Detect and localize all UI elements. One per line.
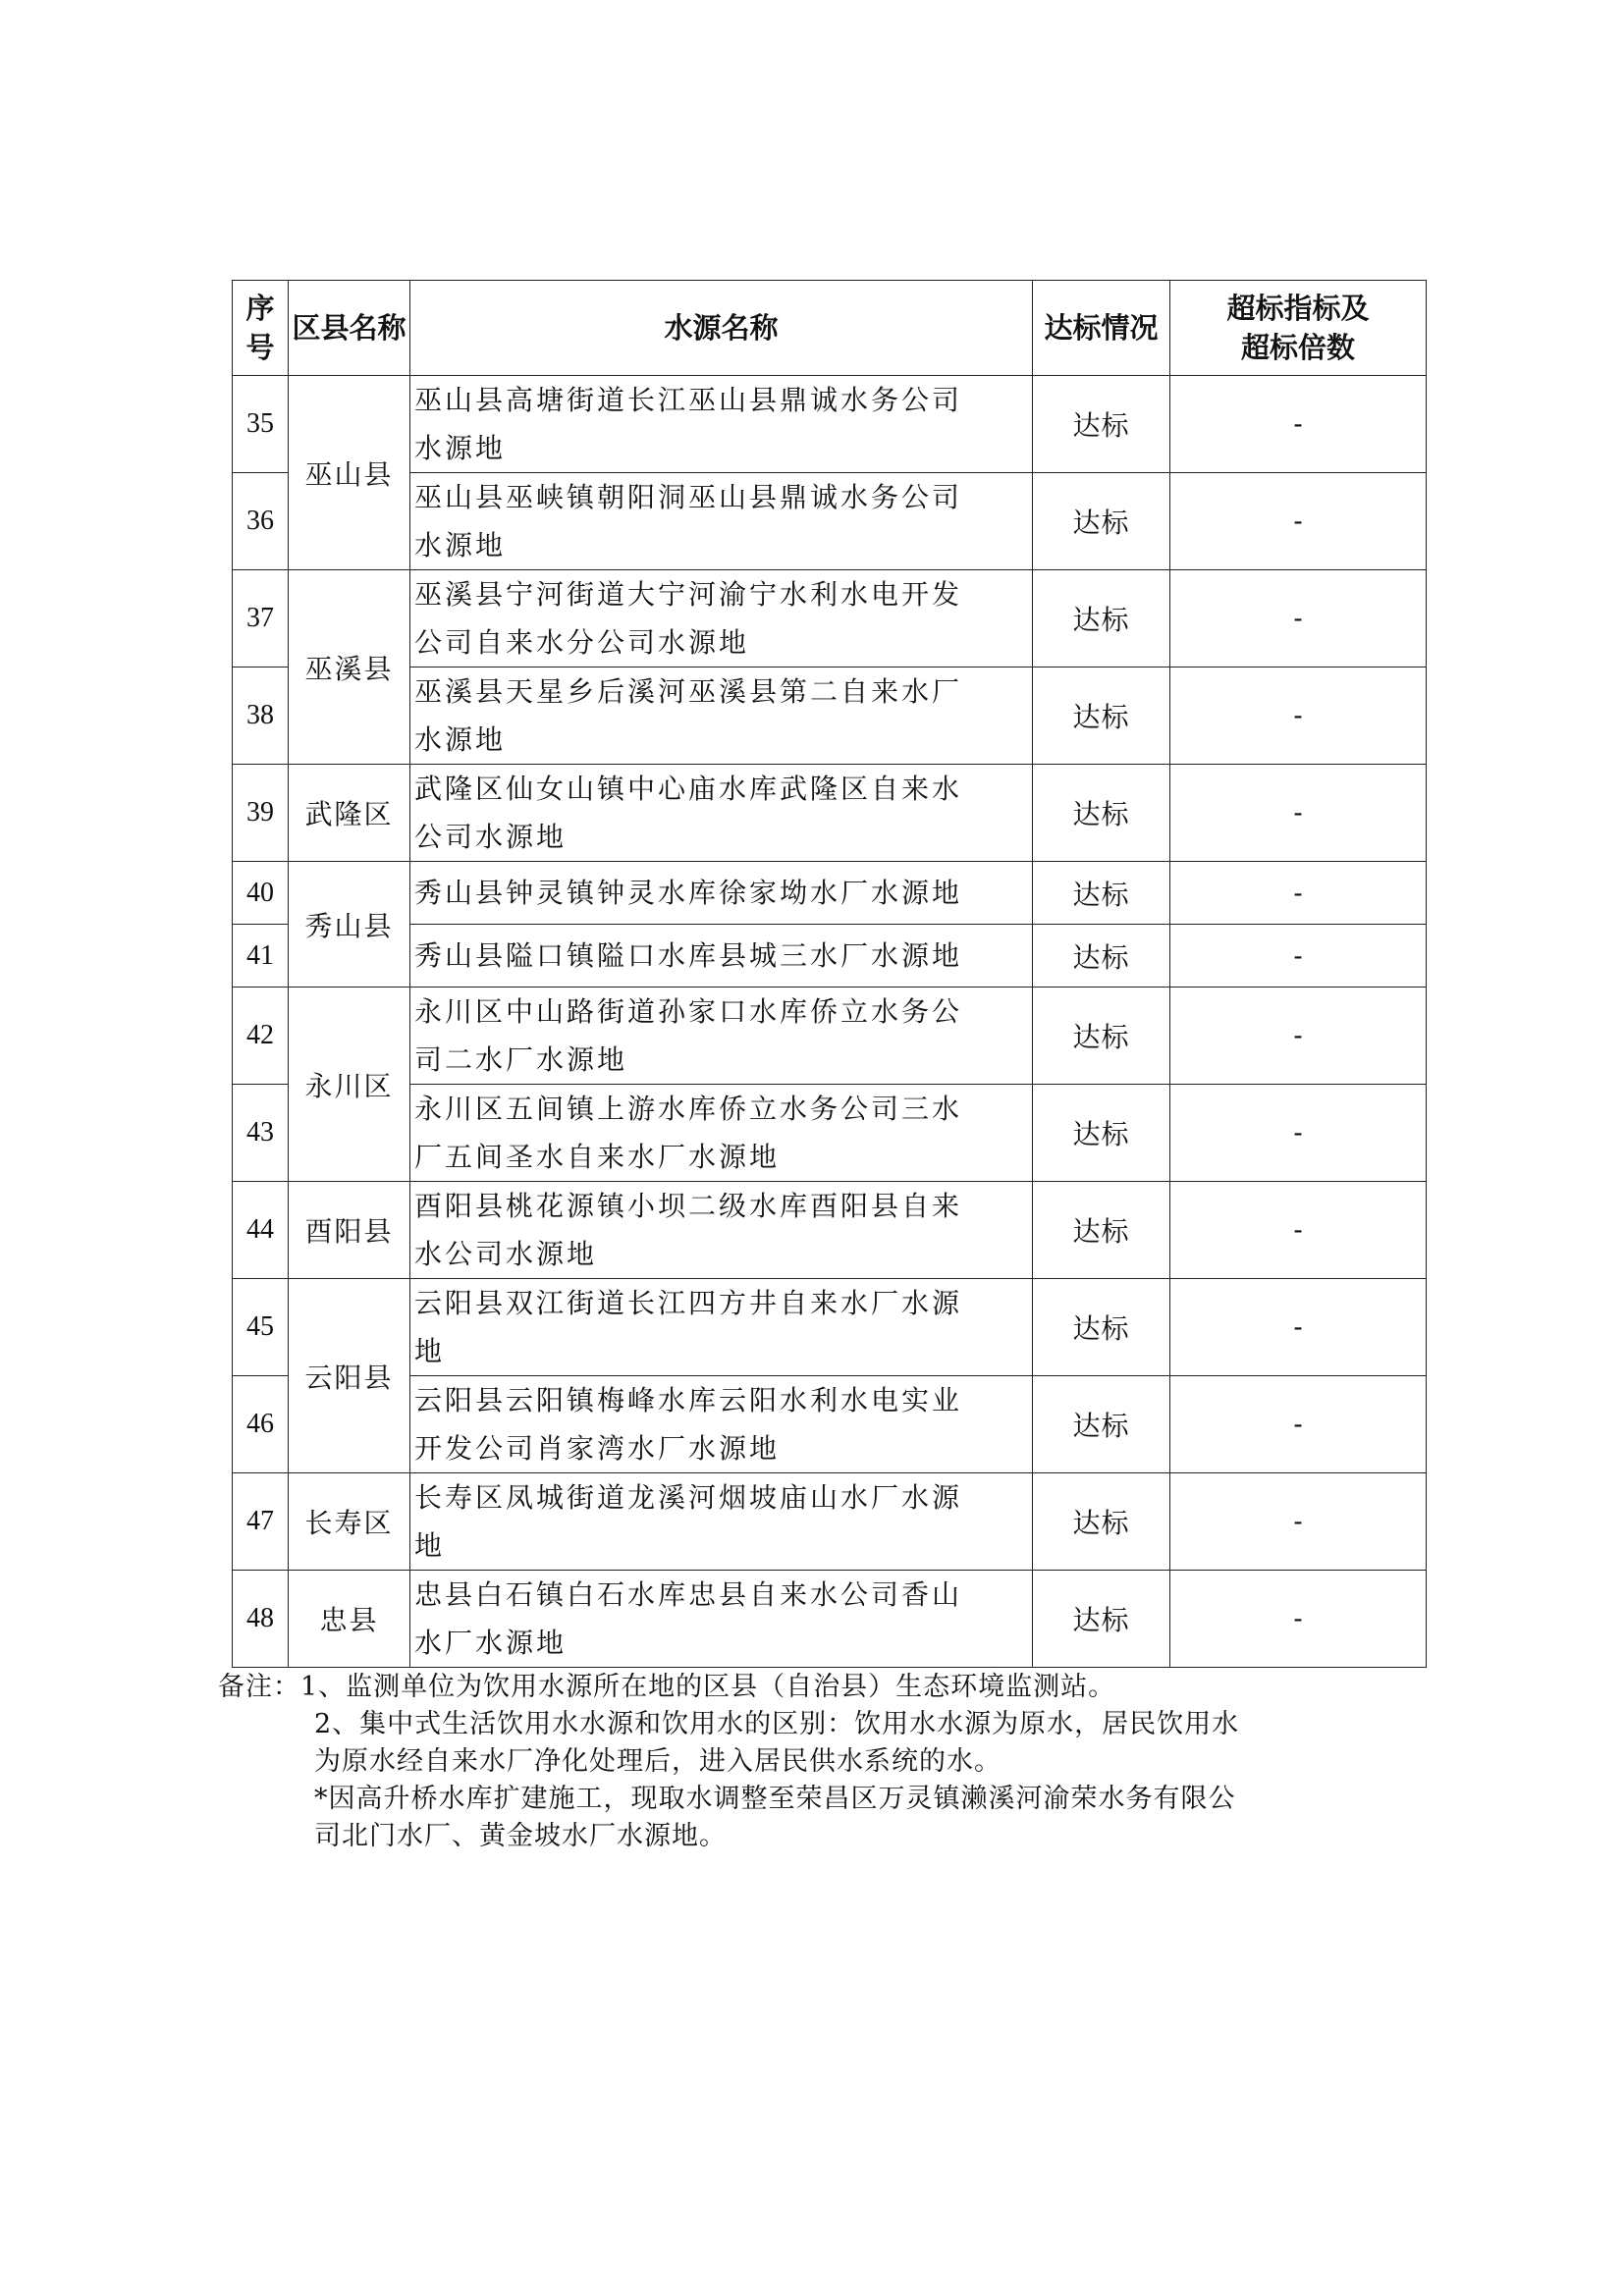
row-source (410, 988, 1033, 1085)
row-source-line2: 地 (414, 1529, 446, 1562)
header-status: 达标情况 (1033, 281, 1170, 376)
row-exceed: - (1170, 1571, 1427, 1668)
note-2-line2: 为原水经自来水厂净化处理后，进入居民供水系统的水。 (314, 1746, 1001, 1777)
row-source (410, 765, 1033, 862)
row-index: 47 (233, 1473, 289, 1571)
row-source-line1: 云阳县云阳镇梅峰水库云阳水利水电实业 (414, 1384, 963, 1416)
row-source-line2: 水源地 (414, 432, 507, 464)
row-source-line2: 水源地 (414, 529, 507, 561)
row-county: 酉阳县 (289, 1182, 410, 1279)
row-source-line2: 地 (414, 1335, 446, 1367)
row-source-line1: 永川区中山路街道孙家口水库侨立水务公 (414, 995, 963, 1028)
header-index: 序号 (233, 281, 289, 376)
row-index: 43 (233, 1085, 289, 1182)
table-row (233, 1571, 1427, 1668)
row-index: 35 (233, 376, 289, 473)
row-county: 巫溪县 (289, 570, 410, 765)
row-source-line1: 酉阳县桃花源镇小坝二级水库酉阳县自来 (414, 1190, 963, 1222)
table-row (233, 667, 1427, 765)
table-row (233, 1182, 1427, 1279)
row-index: 44 (233, 1182, 289, 1279)
row-exceed: - (1170, 1182, 1427, 1279)
note-1-line (218, 1669, 1435, 1706)
row-county: 永川区 (289, 988, 410, 1182)
row-status: 达标 (1033, 1182, 1170, 1279)
row-source (410, 1279, 1033, 1376)
row-source-line1: 武隆区仙女山镇中心庙水库武隆区自来水 (414, 773, 963, 805)
table-row (233, 473, 1427, 570)
row-source (410, 1571, 1033, 1668)
row-county: 秀山县 (289, 862, 410, 988)
row-status: 达标 (1033, 988, 1170, 1085)
row-index: 48 (233, 1571, 289, 1668)
header-exceed-line1: 超标指标及 (1226, 292, 1370, 325)
row-status: 达标 (1033, 473, 1170, 570)
row-exceed: - (1170, 473, 1427, 570)
row-status: 达标 (1033, 1085, 1170, 1182)
row-index: 37 (233, 570, 289, 667)
row-index: 46 (233, 1376, 289, 1473)
table-row (233, 376, 1427, 473)
row-exceed: - (1170, 1279, 1427, 1376)
row-status: 达标 (1033, 1376, 1170, 1473)
row-source (410, 376, 1033, 473)
row-source-line1: 秀山县钟灵镇钟灵水库徐家坳水厂水源地 (414, 877, 963, 909)
row-source-line1: 忠县白石镇白石水库忠县自来水公司香山 (414, 1578, 963, 1611)
row-source-line1: 秀山县隘口镇隘口水库县城三水厂水源地 (414, 939, 963, 972)
row-exceed: - (1170, 1473, 1427, 1571)
row-source-line2: 水厂水源地 (414, 1627, 568, 1659)
row-status: 达标 (1033, 1571, 1170, 1668)
row-exceed: - (1170, 667, 1427, 765)
table-row (233, 925, 1427, 988)
row-source-line2: 厂五间圣水自来水厂水源地 (414, 1141, 781, 1173)
row-source (410, 1085, 1033, 1182)
row-source-line1: 巫山县巫峡镇朝阳洞巫山县鼎诚水务公司 (414, 481, 963, 513)
row-source (410, 1473, 1033, 1571)
row-source-line2: 公司水源地 (414, 821, 568, 853)
row-index: 40 (233, 862, 289, 925)
note-3-line1: *因高升桥水库扩建施工，现取水调整至荣昌区万灵镇濑溪河渝荣水务有限公 (314, 1784, 1236, 1814)
row-exceed: - (1170, 376, 1427, 473)
row-status: 达标 (1033, 925, 1170, 988)
table-row (233, 570, 1427, 667)
row-source-line1: 巫山县高塘街道长江巫山县鼎诚水务公司 (414, 384, 963, 416)
row-index: 45 (233, 1279, 289, 1376)
notes-section (218, 1669, 1435, 1855)
water-source-table (232, 280, 1427, 1668)
table-row (233, 1376, 1427, 1473)
row-status: 达标 (1033, 570, 1170, 667)
row-status: 达标 (1033, 862, 1170, 925)
row-exceed: - (1170, 925, 1427, 988)
table-row (233, 765, 1427, 862)
row-index: 39 (233, 765, 289, 862)
row-status: 达标 (1033, 376, 1170, 473)
row-source-line2: 水源地 (414, 723, 507, 756)
row-source-line1: 永川区五间镇上游水库侨立水务公司三水 (414, 1093, 963, 1125)
table-row (233, 1085, 1427, 1182)
row-exceed: - (1170, 1085, 1427, 1182)
row-source (410, 925, 1033, 988)
row-source-line2: 司二水厂水源地 (414, 1043, 628, 1076)
row-exceed: - (1170, 765, 1427, 862)
table-row (233, 1473, 1427, 1571)
row-source-line2: 水公司水源地 (414, 1238, 598, 1270)
row-county: 长寿区 (289, 1473, 410, 1571)
row-exceed: - (1170, 1376, 1427, 1473)
table-row (233, 988, 1427, 1085)
row-county: 武隆区 (289, 765, 410, 862)
row-index: 42 (233, 988, 289, 1085)
row-source (410, 862, 1033, 925)
header-county: 区县名称 (289, 281, 410, 376)
note-1: 1、监测单位为饮用水源所在地的区县（自治县）生态环境监测站。 (300, 1672, 1116, 1702)
row-county: 忠县 (289, 1571, 410, 1668)
row-county: 云阳县 (289, 1279, 410, 1473)
row-exceed: - (1170, 988, 1427, 1085)
header-exceed (1170, 281, 1427, 376)
row-index: 36 (233, 473, 289, 570)
row-source (410, 570, 1033, 667)
row-source (410, 667, 1033, 765)
header-exceed-line2: 超标倍数 (1240, 331, 1355, 364)
row-index: 41 (233, 925, 289, 988)
row-status: 达标 (1033, 765, 1170, 862)
row-source-line2: 公司自来水分公司水源地 (414, 626, 750, 659)
row-source-line1: 云阳县双江街道长江四方井自来水厂水源 (414, 1287, 963, 1319)
row-exceed: - (1170, 570, 1427, 667)
header-source: 水源名称 (410, 281, 1033, 376)
note-2-line1: 2、集中式生活饮用水水源和饮用水的区别：饮用水水源为原水，居民饮用水 (314, 1709, 1240, 1739)
row-source-line1: 巫溪县宁河街道大宁河渝宁水利水电开发 (414, 578, 963, 611)
row-status: 达标 (1033, 1473, 1170, 1571)
row-status: 达标 (1033, 1279, 1170, 1376)
table-row (233, 1279, 1427, 1376)
row-county: 巫山县 (289, 376, 410, 570)
row-source (410, 473, 1033, 570)
row-source (410, 1376, 1033, 1473)
table-row (233, 862, 1427, 925)
table-header-row (233, 281, 1427, 376)
row-status: 达标 (1033, 667, 1170, 765)
notes-label: 备注： (218, 1672, 300, 1702)
row-index: 38 (233, 667, 289, 765)
row-source-line1: 巫溪县天星乡后溪河巫溪县第二自来水厂 (414, 675, 963, 708)
row-source-line1: 长寿区凤城街道龙溪河烟坡庙山水厂水源 (414, 1481, 963, 1514)
row-source-line2: 开发公司肖家湾水厂水源地 (414, 1432, 781, 1465)
note-3-line2: 司北门水厂、黄金坡水厂水源地。 (314, 1821, 727, 1851)
row-exceed: - (1170, 862, 1427, 925)
row-source (410, 1182, 1033, 1279)
